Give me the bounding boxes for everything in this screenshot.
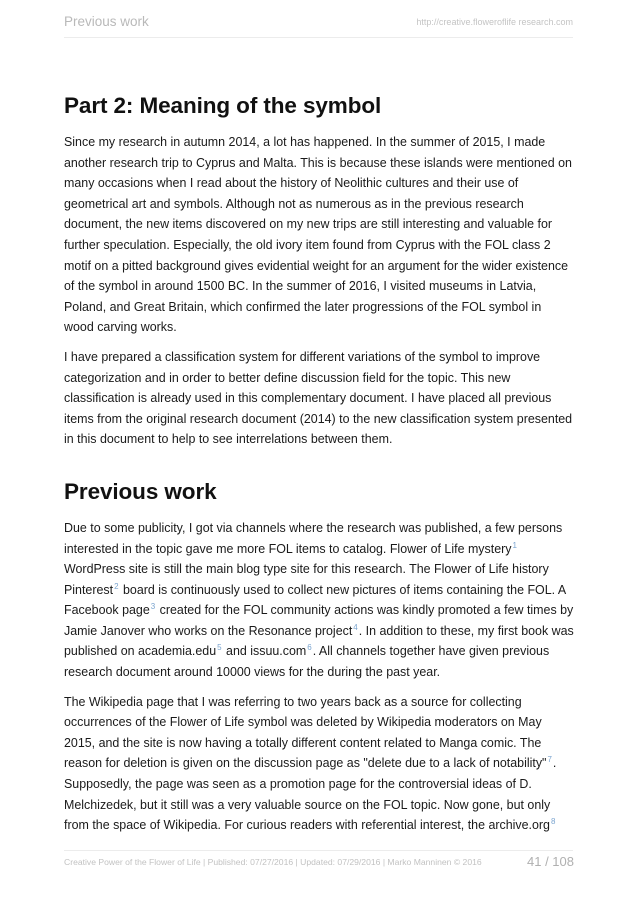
footnote-ref-6[interactable]: 6 (307, 643, 312, 653)
footnote-ref-1[interactable]: 1 (512, 540, 517, 550)
text-run: Due to some publicity, I got via channels where the research was published, a few persons interested in the topic gave me more FOL items to catalog. Flower of Life mystery (64, 520, 563, 556)
header-section-title: Previous work (64, 14, 149, 29)
paragraph-research-trips: Since my research in autumn 2014, a lot has happened. In the summer of 2015, I made another research trip to Cyprus and Malta. This is because these islands were mentioned on many occasions when I read about the history of Neolithic cultures and their use of geometrical art and symbols. Although not as numerous as in the previous research document, the new items discovered on my new trips are still interesting and valuable for further speculation. Especially, the old ivory item found from Cyprus with the FOL class 2 motif on a pitted background gives evidential weight for an argument for the wider existence of the symbol in around 1500 BC. In the summer of 2016, I visited museums in Latvia, Poland, and Great Britain, which confirmed the later progressions of the FOL symbol in wood carving works. (64, 135, 572, 335)
footnote-ref-8[interactable]: 8 (550, 817, 556, 827)
paragraph-classification: I have prepared a classification system for different variations of the symbol to improve categorization and in order to better define discussion field for the topic. This new classification is already used in this complementary document. I have placed all previous items from the original research document (2014) to the new classification system presented in this document to help to see interrelations between them. (64, 349, 573, 447)
header-divider (64, 37, 573, 38)
page-content (64, 92, 574, 845)
paragraph-publicity (64, 518, 574, 683)
footnote-ref-5[interactable]: 5 (217, 643, 222, 653)
paragraph-wikipedia (64, 692, 574, 836)
page-header (64, 14, 573, 38)
footer-divider (64, 850, 573, 851)
section-heading-previous-work: Previous work (64, 478, 217, 504)
text-run: . All channels together have given previous research document around 10000 views for the during the past year. (64, 644, 550, 680)
footnote-ref-4[interactable]: 4 (353, 622, 358, 632)
text-run: created for the FOL community actions was kindly promoted a few times by Jamie Janover who works on the Resonance project (64, 603, 574, 638)
section-heading-meaning: Part 2: Meaning of the symbol (64, 93, 382, 118)
text-run: board is continuously used to collect new pictures of items containing the FOL. A Facebook page (64, 582, 566, 618)
text-run: and issuu.com (222, 644, 307, 659)
text-run: WordPress site is still the main blog type site for this research. The Flower of Life history Pinterest (64, 562, 549, 597)
header-url[interactable]: http://creative.floweroflife research.com (416, 17, 573, 27)
text-run: The Wikipedia page that I was referring to two years back as a source for collecting occurrences of the Flower of Life symbol was deleted by Wikipedia moderators on May 2015, and the site is now having a totally different content related to Manga comic. The reason for deletion is given on the discussion page as "delete due to a lack of notability" (64, 694, 547, 771)
footnote-ref-7[interactable]: 7 (547, 755, 552, 765)
text-run: . Supposedly, the page was seen as a promotion page for the controversial ideas of D. Melchizedek, but it still was a very valuable source on the FOL topic. Now gone, but only from the space of Wikipedia. For curious readers with referential interest, the archive.org (64, 756, 557, 833)
text-run: . In addition to these, my first book was published on academia.edu (64, 623, 574, 659)
footnote-ref-3[interactable]: 3 (150, 602, 156, 612)
footnote-ref-2[interactable]: 2 (114, 581, 119, 591)
page-number: 41 / 108 (527, 854, 574, 869)
footer-publication-info: Creative Power of the Flower of Life | Published: 07/27/2016 | Updated: 07/29/2016 | Marko Manninen © 2016 (64, 857, 482, 867)
